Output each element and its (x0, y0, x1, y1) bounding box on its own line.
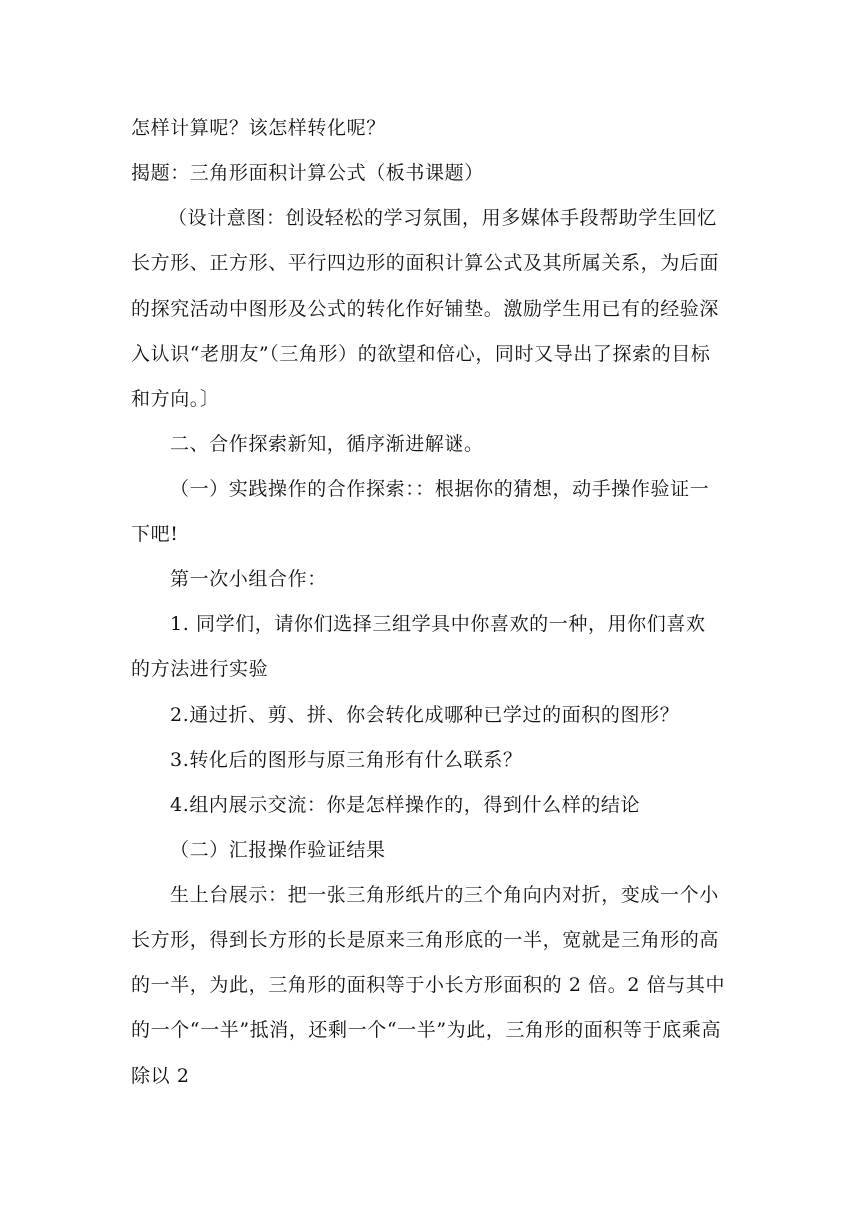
text-line: 入认识“老朋友”（三角形）的欲望和倍心，同时又导出了探索的目标 (131, 343, 711, 365)
text-line: 的方法进行实验 (131, 658, 269, 680)
text-line: 的一半，为此，三角形的面积等于小长方形面积的 2 倍。2 倍与其中 (131, 974, 726, 996)
list-item: 1. 同学们，请你们选择三组学具中你喜欢的一种，用你们喜欢 (170, 613, 706, 635)
design-intent-line: （设计意图：创设轻松的学习氛围，用多媒体手段帮助学生回忆 (168, 207, 717, 229)
lesson-topic-line: 揭题：三角形面积计算公式（板书课题） (131, 162, 484, 184)
group-work-heading: 第一次小组合作： (170, 568, 327, 590)
text-line: 怎样计算呢？该怎样转化呢？ (131, 117, 386, 139)
list-item: 3.转化后的图形与原三角形有什么联系？ (170, 749, 523, 771)
list-item: 2.通过折、剪、拼、你会转化成哪种已学过的面积的图形？ (170, 704, 680, 726)
text-line: 除以 2 (131, 1065, 190, 1087)
text-line: 长方形，得到长方形的长是原来三角形底的一半，宽就是三角形的高 (131, 929, 720, 951)
text-line: 下吧! (131, 523, 179, 545)
section-heading: 二、合作探索新知，循序渐进解谜。 (170, 433, 484, 455)
subsection-heading: （一）实践操作的合作探索：：根据你的猜想，动手操作验证一 (170, 478, 710, 500)
text-line: 和方向。〕 (131, 388, 220, 410)
subsection-heading: （二）汇报操作验证结果 (170, 839, 386, 861)
text-line: 长方形、正方形、平行四边形的面积计算公式及其所属关系，为后面 (131, 252, 720, 274)
list-item: 4.组内展示交流：你是怎样操作的，得到什么样的结论 (170, 794, 641, 816)
text-line: 生上台展示：把一张三角形纸片的三个角向内对折，变成一个小 (170, 884, 719, 906)
text-line: 的一个“一半”抵消，还剩一个“一半”为此，三角形的面积等于底乘高 (131, 1019, 722, 1041)
text-line: 的探究活动中图形及公式的转化作好铺垫。激励学生用已有的经验深 (131, 298, 720, 320)
